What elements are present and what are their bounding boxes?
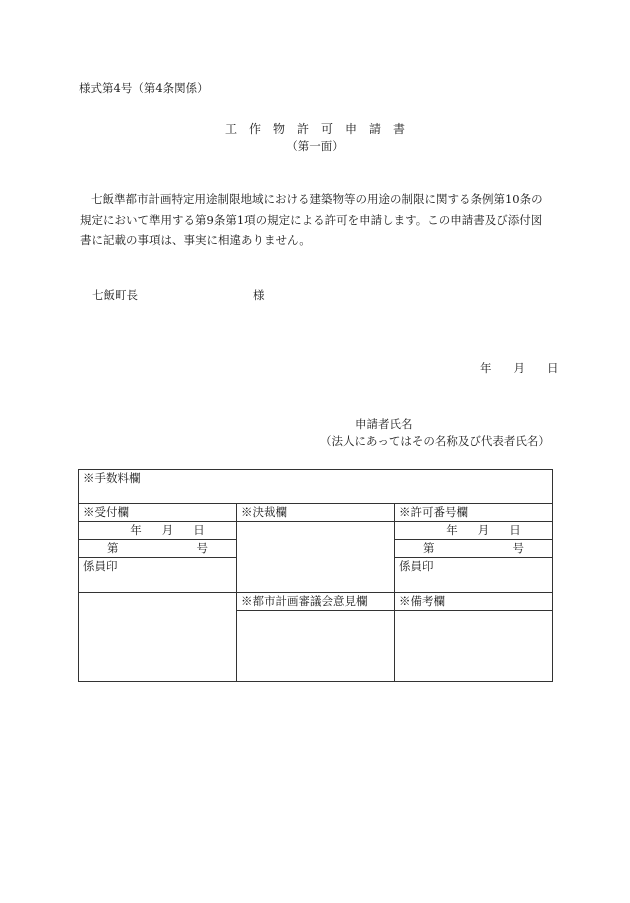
permit-number-header-cell	[395, 504, 553, 522]
permit-year: 年	[446, 523, 458, 537]
permit-staff-seal-label: 係員印	[399, 559, 434, 573]
fee-label: ※手数料欄	[83, 471, 141, 485]
document-subtitle: （第一面）	[286, 139, 344, 153]
permit-go: 号	[512, 541, 525, 555]
remarks-header-cell	[395, 593, 553, 611]
remarks-cell	[395, 611, 553, 682]
addressee-name: 七飯町長	[92, 288, 138, 302]
date-year: 年	[480, 361, 492, 375]
receipt-date-cell	[79, 522, 237, 540]
permit-day: 日	[509, 523, 521, 537]
receipt-number-cell	[79, 540, 237, 558]
council-opinion-label: ※都市計画審議会意見欄	[241, 594, 368, 608]
date-month: 月	[513, 361, 525, 375]
receipt-year: 年	[130, 523, 142, 537]
receipt-month: 月	[161, 523, 174, 537]
receipt-staff-seal-label: 係員印	[83, 559, 118, 573]
receipt-header-cell	[79, 504, 237, 522]
decision-cell	[237, 522, 395, 593]
permit-month: 月	[477, 523, 490, 537]
permit-seal-cell	[395, 558, 553, 593]
receipt-go: 号	[196, 541, 208, 555]
permit-date-cell	[395, 522, 553, 540]
receipt-day: 日	[193, 523, 205, 537]
remarks-label: ※備考欄	[399, 594, 445, 608]
receipt-dai: 第	[107, 541, 119, 555]
decision-label: ※決裁欄	[241, 505, 287, 519]
fee-cell	[79, 470, 553, 504]
receipt-seal-cell	[79, 558, 237, 593]
applicant-name-note: （法人にあってはその名称及び代表者氏名）	[320, 434, 550, 448]
addressee-honorific: 様	[253, 288, 265, 302]
decision-header-cell	[237, 504, 395, 522]
office-use-table	[78, 469, 553, 682]
application-statement: 七飯準都市計画特定用途制限地域における建築物等の用途の制限に関する条例第10条の規定において準用する第9条第1項の規定による許可を申請します。この申請書及び添付図書に記載の事項は、事実に相違ありません。	[80, 192, 543, 247]
council-opinion-cell	[237, 611, 395, 682]
form-number: 様式第4号（第4条関係）	[79, 81, 209, 95]
application-date	[458, 360, 559, 376]
council-opinion-header-cell	[237, 593, 395, 611]
receipt-label: ※受付欄	[83, 505, 129, 519]
date-day: 日	[547, 361, 559, 375]
permit-number-cell	[395, 540, 553, 558]
blank-cell	[79, 593, 237, 682]
document-title: 工 作 物 許 可 申 請 書	[224, 122, 405, 136]
permit-dai: 第	[423, 541, 435, 555]
applicant-name-label: 申請者氏名	[355, 417, 413, 431]
permit-number-label: ※許可番号欄	[399, 505, 468, 519]
